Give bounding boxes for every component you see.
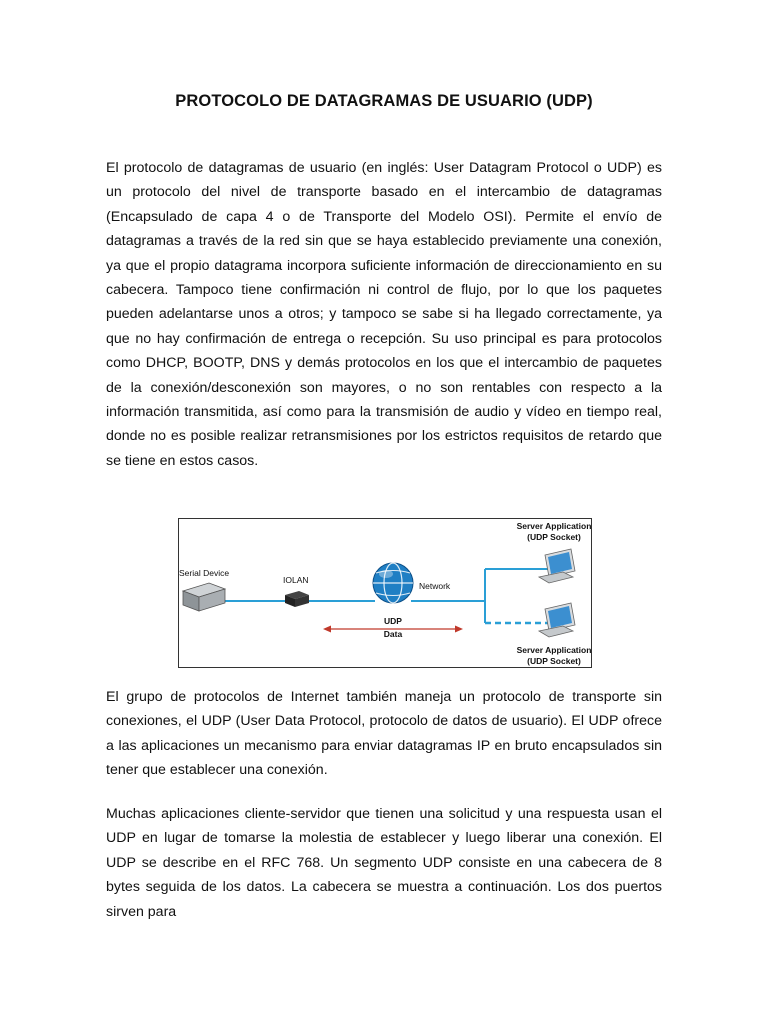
server-bottom-label-line1: Server Application bbox=[516, 645, 592, 655]
server-top-label-line1: Server Application bbox=[516, 521, 592, 531]
server-computer-top-icon bbox=[539, 549, 575, 583]
paragraph-intro: El protocolo de datagramas de usuario (en inglés: User Datagram Protocol o UDP) es un protocolo del nivel de transporte basado en el intercambio de datagramas (Encapsulado de capa 4 o de Transporte del Modelo OSI). Permite el envío de datagramas a través de la red sin que se haya establecido previamente una conexión, ya que el propio datagrama incorpora suficiente información de direccionamiento en su cabecera. Tampoco tiene confirmación ni control de flujo, por lo que los paquetes pueden adelantarse unos a otros; y tampoco se sabe si ha llegado correctamente, ya que no hay confirmación de entrega o recepción. Su uso principal es para protocolos como DHCP, BOOTP, DNS y demás protocolos en los que el intercambio de paquetes de la conexión/desconexión son mayores, o no son rentables con respecto a la información transmitida, así como para la transmisión de audio y vídeo en tiempo real, donde no es posible realizar retransmisiones por los estrictos requisitos de retardo que se tiene en estos casos. bbox=[106, 160, 662, 469]
page-title: PROTOCOLO DE DATAGRAMAS DE USUARIO (UDP) bbox=[175, 92, 593, 110]
iolan-device-icon bbox=[285, 591, 309, 607]
server-computer-bottom-icon bbox=[539, 603, 575, 637]
iolan-label: IOLAN bbox=[283, 575, 309, 585]
diagram-svg bbox=[179, 519, 593, 669]
serial-device-icon bbox=[183, 583, 225, 611]
udp-network-diagram bbox=[178, 518, 592, 668]
paragraph-internet-udp: El grupo de protocolos de Internet también maneja un protocolo de transporte sin conexiones, el UDP (User Data Protocol, protocolo de datos de usuario). El UDP ofrece a las aplicaciones un mecanismo para enviar datagramas IP en bruto encapsulados sin tener que establecer una conexión. bbox=[106, 689, 662, 779]
paragraph-client-server: Muchas aplicaciones cliente-servidor que tienen una solicitud y una respuesta usan el UDP en lugar de tomarse la molestia de establecer y luego liberar una conexión. El UDP se describe en el RFC 768. Un segmento UDP consiste en una cabecera de 8 bytes seguida de los datos. La cabecera se muestra a continuación. Los dos puertos sirven para bbox=[106, 806, 662, 920]
network-globe-icon bbox=[373, 563, 413, 603]
server-top-label-line2: (UDP Socket) bbox=[527, 532, 581, 542]
serial-device-label: Serial Device bbox=[179, 568, 230, 578]
data-label: Data bbox=[383, 629, 403, 639]
server-bottom-label-line2: (UDP Socket) bbox=[527, 656, 581, 666]
udp-label: UDP bbox=[384, 616, 402, 626]
network-label: Network bbox=[419, 581, 451, 591]
